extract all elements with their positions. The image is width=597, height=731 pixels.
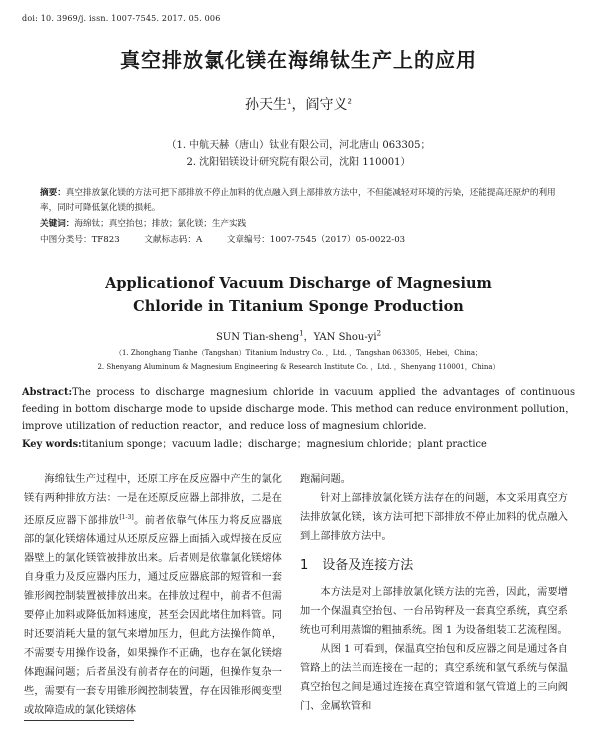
keywords-cn — [40, 217, 560, 232]
author-1-mark: 1 — [287, 97, 292, 106]
authors-en — [0, 328, 597, 343]
author-1-cn: 孙天生 — [245, 97, 288, 113]
page-title-en — [0, 272, 597, 318]
body-paragraph-2: 针对上部排放氯化镁方法存在的问题，本文采用真空方法排放氯化镁，该方法可把下部排放不停止加料的优点融入到上部排放方法中。 — [300, 493, 568, 542]
body-paragraph-1 — [24, 470, 282, 720]
keywords-cn-label: 关键词： — [40, 219, 75, 229]
keywords-cn-text: 海绵钛；真空抬包；排放；氯化镁；生产实践 — [74, 219, 247, 229]
author-2-en-mark: 2 — [376, 329, 382, 338]
abstract-cn-text: 真空排放氯化镁的方法可把下部排放不停止加料的优点融入到上部排放方法中，不但能减轻对环境的污染，还能提高还原炉的利用率，同时可降低氯化镁的损耗。 — [40, 188, 556, 213]
clc-number: 中图分类号：TF823 — [40, 235, 120, 245]
citation-1-3: [1-3] — [119, 514, 134, 521]
document-code: 文献标志码：A — [144, 235, 203, 245]
author-en-sep: ， — [303, 332, 314, 343]
author-1-en-mark: 1 — [299, 329, 304, 338]
title-en-line-2: Chloride in Titanium Sponge Production — [133, 298, 464, 315]
footnote-rule — [24, 720, 134, 721]
affiliation-1-en: （1. Zhonghang Tianhe（Tangshan）Titanium Industry Co. ，Ltd. ，Tangshan 063305，Hebei，China； — [114, 349, 483, 357]
author-2-mark: 2 — [347, 97, 352, 106]
abstract-en — [22, 384, 575, 435]
authors-cn — [0, 94, 597, 114]
author-1-en: SUN Tian-sheng — [215, 332, 300, 343]
doi-line: doi: 10. 3969/j. issn. 1007-7545. 2017. 05. 006 — [22, 14, 221, 23]
body-p1-text-b: 。前者依靠气体压力将反应器底部的氯化镁熔体通过从还原反应器上面插入或焊接在反应器壁上的氯化镁管被排放出来。后者则是依靠氯化镁熔体自身重力及反应器内压力，通过反应器底部的短管和一套锥形阀控制装置被排放出来。在排放过程中，前者不但需要停止加料或降低加料速度，甚至会因此堵住加料管。同时还要消耗大量的氩气来增加压力，但此方法操作简单，不需要专用操作设备，如果操作不正确，也存在氯化镁熔体跑漏问题；后者虽没有前者存在的问题，但操作复杂一些，需要有一套专用锥形阀控制装置，存在因锥形阀变型或故障造成的氯化镁熔体 — [24, 515, 282, 717]
body-paragraph-4: 从图 1 可看到，保温真空抬包和反应器之间是通过各自管路上的法兰而连接在一起的；真空系统和氩气系统与保温真空抬包之间是通过连接在真空管道和氩气管道上的三向阀门、金属软管和 — [300, 644, 568, 712]
affiliation-1-cn: （1. 中航天赫（唐山）钛业有限公司，河北唐山 063305； — [166, 140, 431, 151]
abstract-cn-label: 摘要： — [40, 188, 66, 198]
abstract-en-text: The process to discharge magnesium chloride in vacuum applied the advantages of continuous feeding in bottom discharge mode to upside discharge mode. This method can reduce environment pollution，improve utilization of reduction reactor，and reduce loss of magnesium chloride. — [22, 387, 575, 432]
title-en-line-1: Applicationof Vacuum Discharge of Magnesium — [105, 275, 492, 292]
affiliation-2-cn: 2. 沈阳铝镁设计研究院有限公司，沈阳 110001） — [186, 157, 411, 168]
keywords-en-text: titanium sponge；vacuum ladle；discharge；magnesium chloride；plant practice — [81, 439, 487, 450]
author-sep: ， — [291, 97, 306, 113]
abstract-cn — [40, 186, 560, 216]
keywords-en-label: Key words: — [22, 439, 82, 450]
author-2-en: YAN Shou-yi — [313, 332, 377, 343]
body-p1-text-a: 海绵钛生产过程中，还原工序在反应器中产生的氯化镁有两种排放方法：一是在还原反应器上部排放，二是在还原反应器下部排放 — [24, 474, 282, 527]
section-1-heading — [300, 556, 568, 575]
body-column-right — [300, 470, 568, 716]
section-1-number: 1 — [300, 558, 309, 573]
article-number: 文章编号：1007-7545（2017）05-0022-03 — [226, 235, 406, 245]
classification-line — [40, 233, 560, 248]
body-paragraph-3: 本方法是对上部排放氯化镁方法的完善，因此，需要增加一个保温真空抬包、一台吊钩秤及一套真空系统，真空系统也可利用蒸馏的粗抽系统。图 1 为设备组装工艺流程图。 — [300, 587, 568, 636]
abstract-en-label: Abstract: — [22, 387, 73, 398]
author-2-cn: 阎守义 — [305, 97, 348, 113]
body-column-left — [24, 470, 282, 720]
keywords-en — [22, 436, 575, 450]
page-title-cn: 真空排放氯化镁在海绵钛生产上的应用 — [120, 48, 477, 72]
affiliation-2-en: 2. Shenyang Aluminum & Magnesium Engineering & Research Institute Co. ，Ltd. ，Shenyang 110001，China） — [97, 363, 500, 371]
body-paragraph-cont: 跑漏问题。 — [300, 474, 351, 485]
section-1-title: 设备及连接方法 — [322, 558, 414, 573]
